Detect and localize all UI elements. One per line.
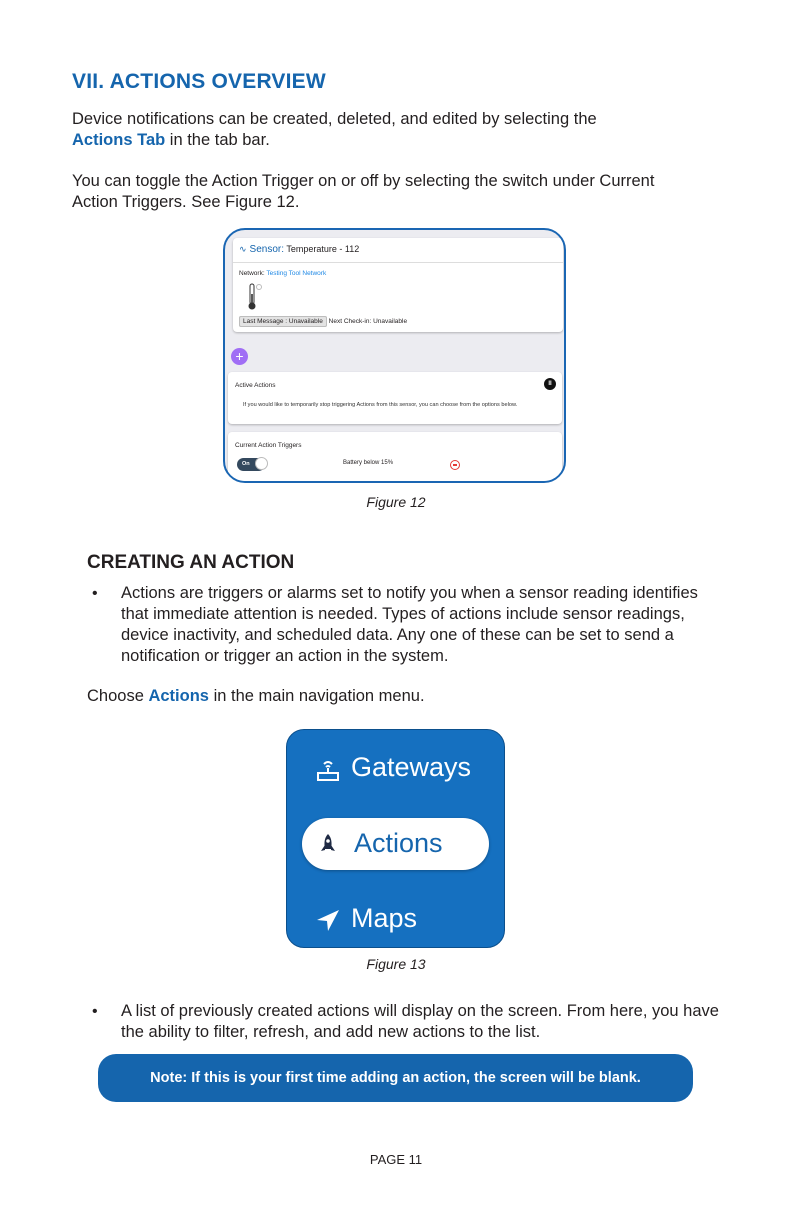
pause-icon[interactable]: II <box>544 378 556 390</box>
trigger-description: Battery below 15% <box>343 460 394 466</box>
network-row <box>239 270 326 277</box>
sensor-card <box>233 238 563 332</box>
current-triggers-title: Current Action Triggers <box>235 442 302 449</box>
sensor-label: Sensor: <box>249 244 285 255</box>
intro-paragraph <box>72 109 732 151</box>
nav-item-gateways[interactable] <box>287 744 504 794</box>
choose-paragraph <box>87 686 747 707</box>
thermometer-icon <box>246 282 266 312</box>
bullet-paragraph-1: Actions are triggers or alarms set to notify you when a sensor reading identifies that immediate attention is needed. Types of actions include sensor readings, device inactivity, and scheduled data. Any one of these can be set to send a notification or trigger an action in the system. <box>121 584 698 665</box>
choose-text: Choose <box>87 687 149 705</box>
nav-label-actions: Actions <box>354 828 443 858</box>
page-number: PAGE 11 <box>369 1152 423 1167</box>
nav-item-maps[interactable] <box>287 895 504 945</box>
toggle-text-line2: Action Triggers. See Figure 12. <box>72 193 300 211</box>
network-value[interactable]: Testing Tool Network <box>266 270 327 277</box>
figure-13-nav-menu <box>286 729 505 948</box>
navigation-arrow-icon <box>314 906 342 934</box>
sensor-name: Temperature - 112 <box>286 244 360 254</box>
rocket-icon <box>314 830 342 858</box>
actions-link: Actions <box>148 687 209 705</box>
bullet-paragraph-2: A list of previously created actions will display on the screen. From here, you have the ability to filter, refresh, and add new actions to the list. <box>121 1002 719 1041</box>
figure-12-screenshot <box>223 228 566 483</box>
nav-label-maps: Maps <box>351 903 418 933</box>
intro-text-end: in the tab bar. <box>165 131 270 149</box>
toggle-text-line1: You can toggle the Action Trigger on or off by selecting the switch under Current <box>72 172 655 190</box>
remove-icon[interactable] <box>450 460 460 470</box>
pulse-icon: ∿ <box>239 244 247 254</box>
status-row <box>239 318 407 325</box>
toggle-knob <box>255 457 268 470</box>
nav-item-actions[interactable] <box>302 818 489 870</box>
section-title: VII. ACTIONS OVERVIEW <box>72 70 326 93</box>
sensor-header <box>239 244 359 255</box>
nav-label-gateways: Gateways <box>351 752 472 782</box>
active-actions-card <box>228 372 562 424</box>
choose-text-end: in the main navigation menu. <box>208 687 425 705</box>
figure-13-caption: Figure 13 <box>366 956 426 972</box>
figure-12-caption: Figure 12 <box>366 494 426 510</box>
trigger-toggle[interactable] <box>237 458 265 471</box>
bullet-icon: • <box>92 585 98 602</box>
toggle-paragraph <box>72 171 732 213</box>
bullet-icon: • <box>92 1003 98 1020</box>
active-actions-title: Active Actions <box>235 382 276 389</box>
current-triggers-card <box>228 432 562 483</box>
toggle-label: On <box>242 461 250 467</box>
note-banner: Note: If this is your first time adding an action, the screen will be blank. <box>98 1054 693 1102</box>
active-actions-text: If you would like to temporarily stop triggering Actions from this sensor, you can choose from the options below. <box>243 402 518 408</box>
actions-tab-link: Actions Tab <box>72 131 166 149</box>
next-checkin: Next Check-in: Unavailable <box>328 318 408 325</box>
network-label: Network: <box>239 270 265 277</box>
add-action-button[interactable]: + <box>231 348 248 365</box>
divider <box>233 262 563 263</box>
creating-title: CREATING AN ACTION <box>87 552 295 573</box>
intro-text: Device notifications can be created, deleted, and edited by selecting the <box>72 110 597 128</box>
gateway-icon <box>314 755 342 783</box>
last-message-badge: Last Message : Unavailable <box>239 316 327 327</box>
